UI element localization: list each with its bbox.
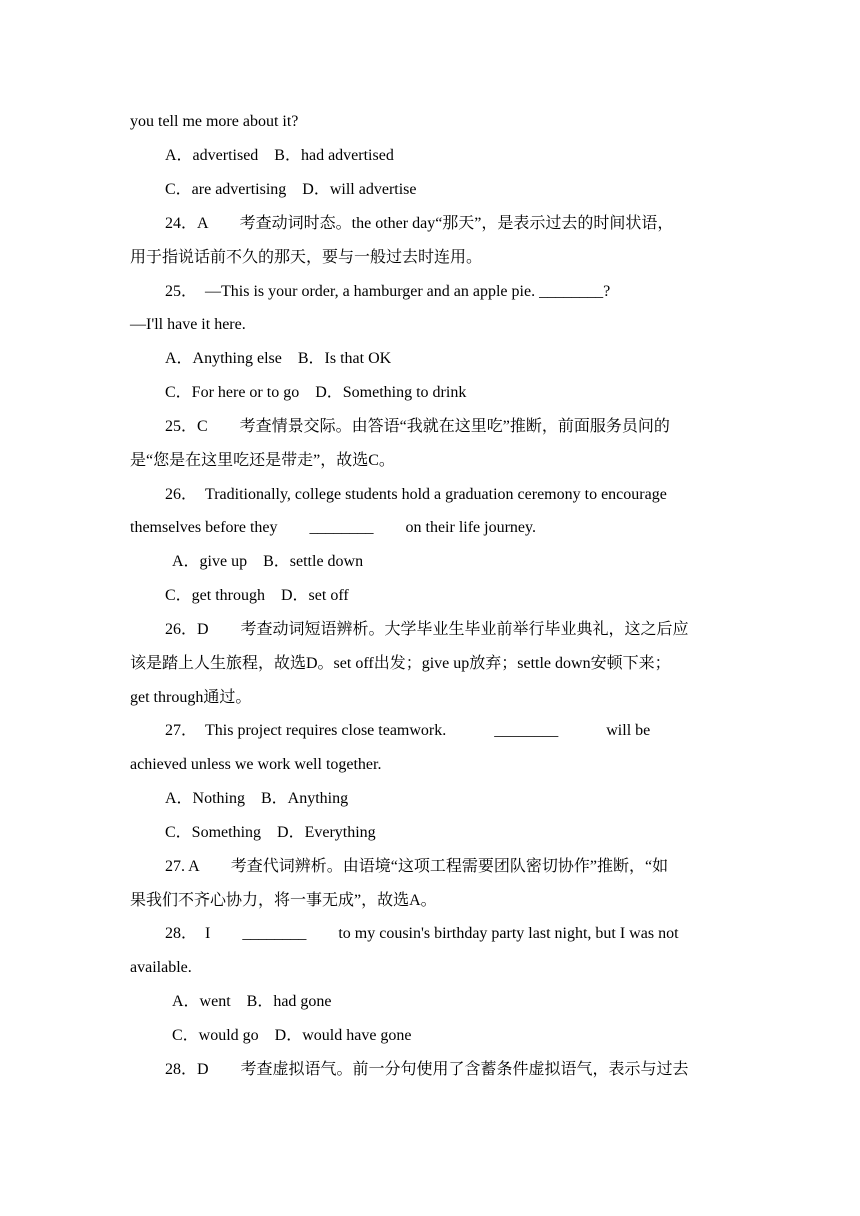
answer-24-explanation: 24．A 考查动词时态。the other day“那天”，是表示过去的时间状语， [165,215,674,232]
question-25-reply: —I'll have it here. [130,316,246,333]
question-28-options-cd: C．would go D．would have gone [172,1027,412,1044]
answer-28-explanation: 28．D 考查虚拟语气。前一分句使用了含蓄条件虚拟语气，表示与过去 [165,1061,689,1078]
question-23-options-cd: C．are advertising D．will advertise [165,181,417,198]
question-25-options-cd: C．For here or to go D．Something to drink [165,384,467,401]
answer-27-explanation: 27. A 考查代词辨析。由语境“这项工程需要团队密切协作”推断，“如 [165,858,669,875]
answer-25-explanation-continuation: 是“您是在这里吃还是带走”，故选C。 [130,452,395,469]
answer-25-explanation: 25．C 考查情景交际。由答语“我就在这里吃”推断，前面服务员问的 [165,418,670,435]
answer-24-explanation-continuation: 用于指说话前不久的那天，要与一般过去时连用。 [130,249,483,266]
question-25-stem: 25． —This is your order, a hamburger and an apple pie. ________? [165,283,611,300]
question-23-options-ab: A．advertised B．had advertised [165,147,394,164]
question-27-stem-continuation: achieved unless we work well together. [130,756,382,773]
question-23-stem-continuation: you tell me more about it? [130,113,299,130]
question-25-options-ab: A．Anything else B．Is that OK [165,350,392,367]
question-27-stem: 27． This project requires close teamwork. ________ will be [165,722,651,739]
question-27-options-cd: C．Something D．Everything [165,824,376,841]
answer-27-explanation-continuation: 果我们不齐心协力，将一事无成”，故选A。 [130,892,437,909]
answer-26-explanation-continuation: 该是踏上人生旅程，故选D。set off出发；give up放弃；settle down安顿下来； [130,655,671,672]
answer-26-explanation-end: get through通过。 [130,689,252,706]
question-28-stem-continuation: available. [130,959,192,976]
question-26-options-ab: A．give up B．settle down [172,553,364,570]
question-26-options-cd: C．get through D．set off [165,587,349,604]
question-26-stem-continuation: themselves before they ________ on their life journey. [130,519,536,536]
question-28-stem: 28． I ________ to my cousin's birthday party last night, but I was not [165,925,679,942]
question-27-options-ab: A．Nothing B．Anything [165,790,349,807]
question-28-options-ab: A．went B．had gone [172,993,332,1010]
question-26-stem: 26． Traditionally, college students hold a graduation ceremony to encourage [165,486,667,503]
answer-26-explanation: 26．D 考查动词短语辨析。大学毕业生毕业前举行毕业典礼，这之后应 [165,621,689,638]
